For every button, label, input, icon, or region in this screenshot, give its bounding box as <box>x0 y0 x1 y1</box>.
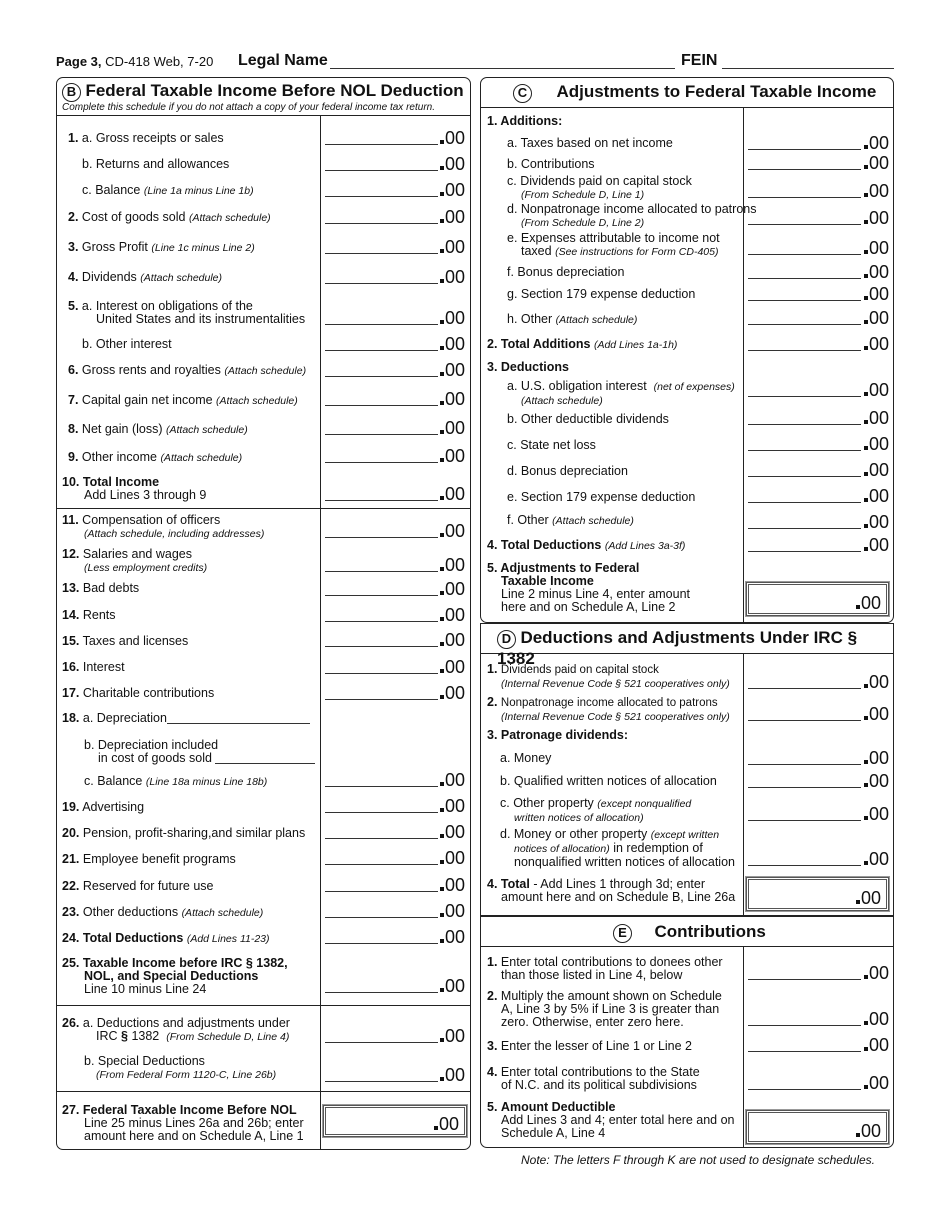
page-number: Page 3, <box>56 54 102 69</box>
c-line-1b: b. Contributions <box>507 157 595 171</box>
b-amount-1b[interactable]: 00 <box>325 154 465 174</box>
e-line-1: 1. Enter total contributions to donees other than those listed in Line 4, below <box>487 955 723 982</box>
e-amount-1[interactable]: 00 <box>748 963 889 983</box>
b-amount-27[interactable]: 00 <box>323 1105 467 1137</box>
b-line-8: 8. Net gain (loss) (Attach schedule) <box>68 422 248 436</box>
c-line-1c: c. Dividends paid on capital stock (From Schedule D, Line 1) <box>507 174 692 201</box>
d-amount-3b[interactable]: 00 <box>748 771 889 791</box>
fein-label: FEIN <box>681 52 718 69</box>
c-amount-1c[interactable]: 00 <box>748 181 889 201</box>
schedule-d-header <box>481 624 893 668</box>
schedule-b-title: Federal Taxable Income Before NOL Deduction <box>85 81 464 100</box>
schedule-letter-c: C <box>513 84 532 103</box>
d-line-3d: d. Money or other property (except written notices of allocation) in redemption of nonqualified written notices of allocation <box>500 827 735 869</box>
b-line-4: 4. Dividends (Attach schedule) <box>68 270 223 284</box>
c-amount-5[interactable]: 00 <box>746 582 889 616</box>
b-line-5a: 5. a. Interest on obligations of the United States and its instrumentalities <box>68 299 306 326</box>
legal-name-field[interactable] <box>330 68 675 69</box>
e-line-3: 3. Enter the lesser of Line 1 or Line 2 <box>487 1039 693 1053</box>
schedule-letter-b: B <box>62 83 81 102</box>
c-amount-3a[interactable]: 00 <box>748 380 889 400</box>
b-amount-18c[interactable]: 00 <box>325 770 465 790</box>
b-line-5b: b. Other interest <box>82 337 172 351</box>
b-line-3: 3. Gross Profit (Line 1c minus Line 2) <box>68 240 255 254</box>
b-amount-1c[interactable]: 00 <box>325 180 465 200</box>
b-line-17: 17. Charitable contributions <box>62 686 215 700</box>
b-line-18a: 18. a. Depreciation <box>62 712 310 725</box>
c-line-1g: g. Section 179 expense deduction <box>507 287 696 301</box>
d-line-3b: b. Qualified written notices of allocation <box>500 774 717 788</box>
b-line-25: 25. Taxable Income before IRC § 1382, NOL, and Special Deductions Line 10 minus Line 24 <box>62 956 288 996</box>
b-amount-12[interactable]: 00 <box>325 555 465 575</box>
b-amount-24[interactable]: 00 <box>325 927 465 947</box>
d-amount-3a[interactable]: 00 <box>748 748 889 768</box>
schedule-b-subtitle: Complete this schedule if you do not attach a copy of your federal income tax return. <box>62 102 435 113</box>
c-amount-1a[interactable]: 00 <box>748 133 889 153</box>
b-amount-4[interactable]: 00 <box>325 267 465 287</box>
b-amount-2[interactable]: 00 <box>325 207 465 227</box>
c-amount-2[interactable]: 00 <box>748 334 889 354</box>
b-line-18c: c. Balance (Line 18a minus Line 18b) <box>84 774 268 788</box>
schedule-b-header <box>57 78 470 116</box>
d-line-4: 4. Total - Add Lines 1 through 3d; enter amount here and on Schedule B, Line 26a <box>487 877 736 904</box>
b-amount-25[interactable]: 00 <box>325 976 465 996</box>
b-amount-26b[interactable]: 00 <box>325 1065 465 1085</box>
d-line-3a: a. Money <box>500 751 552 765</box>
b-amount-13[interactable]: 00 <box>325 579 465 599</box>
b-amount-5a[interactable]: 00 <box>325 308 465 328</box>
c-line-1d: d. Nonpatronage income allocated to patrons (From Schedule D, Line 2) <box>507 202 757 229</box>
b-line-13: 13. Bad debts <box>62 581 140 595</box>
schedule-c-header <box>481 78 893 108</box>
b-line-15: 15. Taxes and licenses <box>62 634 189 648</box>
b-amount-19[interactable]: 00 <box>325 796 465 816</box>
legal-name-label: Legal Name <box>238 52 328 69</box>
b-line-2: 2. Cost of goods sold (Attach schedule) <box>68 210 271 224</box>
schedule-e-title: Contributions <box>654 922 766 941</box>
d-amount-1[interactable]: 00 <box>748 672 889 692</box>
b-line-26a: 26. a. Deductions and adjustments under IRC § 1382 (From Schedule D, Line 4) <box>62 1016 290 1043</box>
c-amount-3c[interactable]: 00 <box>748 434 889 454</box>
e-amount-2[interactable]: 00 <box>748 1009 889 1029</box>
c-amount-1d[interactable]: 00 <box>748 208 889 228</box>
c-line-1e: e. Expenses attributable to income not taxed (See instructions for Form CD-405) <box>507 231 720 258</box>
d-line-3c: c. Other property (except nonqualified written notices of allocation) <box>500 796 692 824</box>
b-amount-5b[interactable]: 00 <box>325 334 465 354</box>
c-line-1h: h. Other (Attach schedule) <box>507 312 638 326</box>
b-amount-17[interactable]: 00 <box>325 683 465 703</box>
c-line-1f: f. Bonus depreciation <box>507 265 625 279</box>
c-line-1a: a. Taxes based on net income <box>507 136 673 150</box>
b-line-11: 11. Compensation of officers (Attach schedule, including addresses) <box>62 513 265 540</box>
e-line-2: 2. Multiply the amount shown on Schedule A, Line 3 by 5% if Line 3 is greater than zero. Otherwise, enter zero here. <box>487 989 722 1029</box>
b-amount-20[interactable]: 00 <box>325 822 465 842</box>
b-line-1a: 1. a. Gross receipts or sales <box>68 131 224 145</box>
e-line-4: 4. Enter total contributions to the State of N.C. and its political subdivisions <box>487 1065 700 1092</box>
b-amount-11[interactable]: 00 <box>325 521 465 541</box>
b-amount-9[interactable]: 00 <box>325 446 465 466</box>
b-amount-26a[interactable]: 00 <box>325 1026 465 1046</box>
c-amount-4[interactable]: 00 <box>748 535 889 555</box>
d-line-1: 1. Dividends paid on capital stock (Internal Revenue Code § 521 cooperatives only) <box>487 662 730 690</box>
schedule-e-header <box>481 917 893 947</box>
b-amount-23[interactable]: 00 <box>325 901 465 921</box>
b-line-1c: c. Balance (Line 1a minus Line 1b) <box>82 183 254 197</box>
c-line-2: 2. Total Additions (Add Lines 1a-1h) <box>487 337 678 351</box>
c-amount-3b[interactable]: 00 <box>748 408 889 428</box>
b-line-12: 12. Salaries and wages (Less employment credits) <box>62 547 208 574</box>
c-amount-1b[interactable]: 00 <box>748 153 889 173</box>
c-line-3b: b. Other deductible dividends <box>507 412 669 426</box>
c-amount-3e[interactable]: 00 <box>748 486 889 506</box>
b-amount-6[interactable]: 00 <box>325 360 465 380</box>
b-line-23: 23. Other deductions (Attach schedule) <box>62 905 264 919</box>
b-amount-21[interactable]: 00 <box>325 848 465 868</box>
b-line-18b-field[interactable] <box>215 752 315 764</box>
b-line-21: 21. Employee benefit programs <box>62 852 236 866</box>
b-amount-10[interactable]: 00 <box>325 484 465 504</box>
schedule-c-title: Adjustments to Federal Taxable Income <box>556 82 877 101</box>
d-amount-4[interactable]: 00 <box>746 877 889 911</box>
b-line-10: 10. Total Income Add Lines 3 through 9 <box>62 475 207 502</box>
e-amount-4[interactable]: 00 <box>748 1073 889 1093</box>
c-line-3f: f. Other (Attach schedule) <box>507 513 634 527</box>
b-line-7: 7. Capital gain net income (Attach schedule) <box>68 393 298 407</box>
schedule-d-title: Deductions and Adjustments Under IRC § 1382 <box>497 628 858 668</box>
c-line-3a: a. U.S. obligation interest (net of expenses) (Attach schedule) <box>507 379 735 407</box>
b-amount-16[interactable]: 00 <box>325 657 465 677</box>
b-amount-15[interactable]: 00 <box>325 630 465 650</box>
c-additions-heading: 1. Additions: <box>487 114 563 128</box>
b-line-20: 20. Pension, profit-sharing,and similar plans <box>62 826 306 840</box>
b-line-24: 24. Total Deductions (Add Lines 11-23) <box>62 931 270 945</box>
b-amount-1a[interactable]: 00 <box>325 128 465 148</box>
c-amount-1g[interactable]: 00 <box>748 284 889 304</box>
footnote: Note: The letters F through K are not used to designate schedules. <box>521 1153 875 1167</box>
e-amount-3[interactable]: 00 <box>748 1035 889 1055</box>
b-amount-3[interactable]: 00 <box>325 237 465 257</box>
b-line-19: 19. Advertising <box>62 800 145 814</box>
b-line-22: 22. Reserved for future use <box>62 879 214 893</box>
c-line-3d: d. Bonus depreciation <box>507 464 628 478</box>
d-amount-3c[interactable]: 00 <box>748 804 889 824</box>
e-amount-5[interactable]: 00 <box>746 1110 889 1144</box>
schedule-letter-e: E <box>613 924 632 943</box>
b-line-6: 6. Gross rents and royalties (Attach schedule) <box>68 363 307 377</box>
d-line-2: 2. Nonpatronage income allocated to patrons (Internal Revenue Code § 521 cooperatives only) <box>487 695 730 723</box>
b-line-27: 27. Federal Taxable Income Before NOL Line 25 minus Lines 26a and 26b; enter amount here and on Schedule A, Line 1 <box>62 1103 304 1143</box>
e-line-5: 5. Amount Deductible Add Lines 3 and 4; enter total here and on Schedule A, Line 4 <box>487 1100 735 1140</box>
b-amount-8[interactable]: 00 <box>325 418 465 438</box>
c-amount-3d[interactable]: 00 <box>748 460 889 480</box>
c-line-3c: c. State net loss <box>507 438 596 452</box>
b-line-14: 14. Rents <box>62 608 116 622</box>
b-amount-7[interactable]: 00 <box>325 389 465 409</box>
b-line-18a-field[interactable] <box>167 712 310 724</box>
schedule-letter-d: D <box>497 630 516 649</box>
d-amount-3d[interactable]: 00 <box>748 849 889 869</box>
fein-field[interactable] <box>722 68 894 69</box>
c-deductions-heading: 3. Deductions <box>487 360 569 374</box>
b-amount-14[interactable]: 00 <box>325 605 465 625</box>
form-id: CD-418 Web, 7-20 <box>105 54 214 69</box>
c-line-4: 4. Total Deductions (Add Lines 3a-3f) <box>487 538 686 552</box>
b-line-9: 9. Other income (Attach schedule) <box>68 450 243 464</box>
c-line-3e: e. Section 179 expense deduction <box>507 490 696 504</box>
c-amount-1f[interactable]: 00 <box>748 262 889 282</box>
b-line-1b: b. Returns and allowances <box>82 157 230 171</box>
b-line-18b: b. Depreciation included in cost of goods sold <box>84 739 315 765</box>
d-line-3: 3. Patronage dividends: <box>487 728 629 742</box>
d-amount-2[interactable]: 00 <box>748 704 889 724</box>
c-amount-1e[interactable]: 00 <box>748 238 889 258</box>
c-amount-1h[interactable]: 00 <box>748 308 889 328</box>
b-line-26b: b. Special Deductions (From Federal Form 1120-C, Line 26b) <box>84 1054 277 1081</box>
c-amount-3f[interactable]: 00 <box>748 512 889 532</box>
b-line-16: 16. Interest <box>62 660 125 674</box>
c-line-5: 5. Adjustments to Federal Taxable Income Line 2 minus Line 4, enter amount here and on Schedule A, Line 2 <box>487 561 691 614</box>
page-header <box>56 52 896 72</box>
b-amount-22[interactable]: 00 <box>325 875 465 895</box>
